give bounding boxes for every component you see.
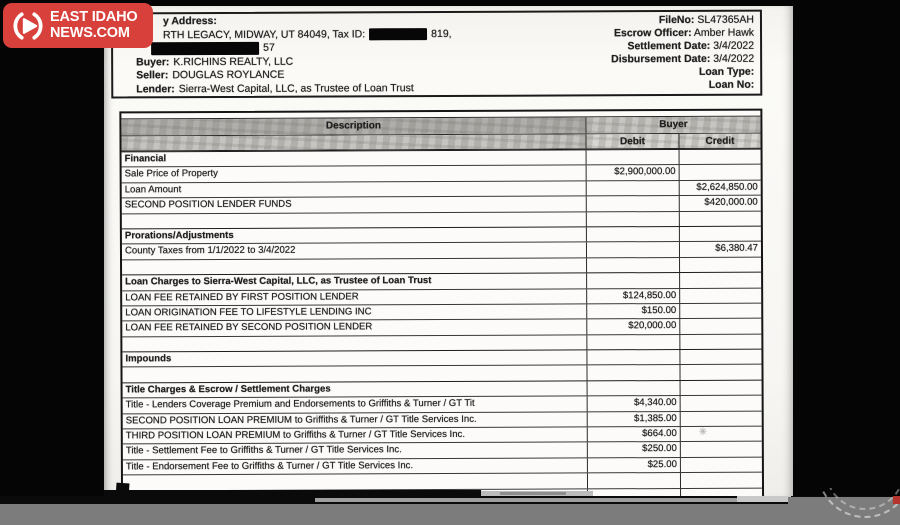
address-line2-tail: 57 [263, 41, 275, 54]
table-row [122, 256, 761, 274]
cell-credit [680, 396, 762, 411]
table-row [123, 395, 762, 413]
cell-debit: $20,000.00 [586, 319, 679, 334]
cell-description: Title - Endorsement Fee to Griffiths & Turner / GT Title Services Inc. [125, 459, 414, 473]
cell-debit [587, 381, 680, 396]
buyer-label: Buyer: [136, 55, 170, 68]
cell-debit: $664.00 [587, 427, 680, 442]
table-row [122, 149, 761, 167]
address-line-text: RTH LEGACY, MIDWAY, UT 84049, Tax ID: [163, 27, 366, 41]
cell-credit [679, 365, 761, 380]
cell-credit [679, 273, 761, 288]
station-watermark [808, 488, 900, 525]
cell-debit [586, 258, 679, 273]
disbursement-date-label: Disbursement Date: [611, 52, 711, 66]
cell-description [123, 474, 587, 490]
lender-line [136, 82, 414, 96]
property-address-label [163, 15, 217, 28]
column-header-debit: Debit [585, 134, 678, 148]
player-bottom-bar [0, 504, 900, 525]
cell-debit [586, 242, 679, 257]
cell-credit [679, 150, 761, 165]
lender-label: Lender: [136, 82, 175, 95]
cell-description: THIRD POSITION LOAN PREMIUM to Griffiths & Turner / GT Title Services Inc. [125, 428, 466, 442]
watermark-red-mark [893, 496, 900, 504]
file-info-block [611, 14, 754, 93]
cell-debit [586, 196, 679, 211]
address-label-text: y Address: [162, 15, 217, 28]
redaction-box [369, 28, 427, 40]
column-group-header-buyer: Buyer [585, 117, 760, 134]
cell-credit: $2,624,850.00 [679, 180, 761, 195]
buyer-value: K.RICHINS REALTY, LLC [173, 55, 294, 68]
cell-credit: $6,380.47 [679, 242, 761, 257]
cell-credit [680, 442, 762, 457]
cell-debit: $250.00 [587, 442, 680, 457]
cell-credit [680, 473, 762, 488]
video-progress-bar[interactable] [315, 498, 737, 502]
video-progress-segment[interactable] [737, 496, 791, 502]
cell-debit [587, 473, 680, 488]
buyer-line [136, 55, 293, 69]
cell-credit [679, 350, 761, 365]
table-row [122, 318, 761, 336]
cell-description: County Taxes from 1/1/2022 to 3/4/2022 [124, 245, 296, 257]
file-no-label: FileNo: [658, 13, 695, 27]
cell-debit: $1,385.00 [587, 412, 680, 427]
cell-description: Sale Price of Property [124, 168, 218, 180]
play-icon [10, 8, 46, 44]
column-header-description: Description [121, 117, 585, 135]
escrow-officer-label: Escrow Officer: [613, 26, 692, 40]
cell-debit [586, 227, 679, 242]
cell-description [122, 366, 586, 382]
eastidahonews-logo [3, 3, 153, 48]
cell-debit: $150.00 [586, 304, 679, 319]
column-header-credit: Credit [678, 134, 760, 148]
property-address-line [163, 27, 452, 41]
cell-description: Financial [124, 153, 167, 165]
loan-type-line [611, 66, 754, 80]
seller-label: Seller: [136, 69, 169, 82]
cell-description: Loan Charges to Sierra-West Capital, LLC, as Trustee of Loan Trust [125, 275, 432, 288]
cell-description: Loan Amount [124, 183, 182, 196]
cell-description: SECOND POSITION LENDER FUNDS [124, 198, 292, 211]
disbursement-date-line [611, 53, 754, 67]
cell-description: LOAN ORIGINATION FEE TO LIFESTYLE LENDING INC [125, 306, 372, 319]
cell-credit [679, 257, 761, 272]
cell-credit [679, 227, 761, 242]
scanned-settlement-statement [104, 6, 793, 497]
cell-debit [586, 335, 679, 350]
cell-description: LOAN FEE RETAINED BY SECOND POSITION LENDER [125, 321, 373, 334]
table-row [122, 349, 761, 367]
table-row [122, 272, 761, 290]
cell-credit [679, 319, 761, 334]
cell-description: LOAN FEE RETAINED BY FIRST POSITION LENDER [125, 290, 359, 303]
table-row [123, 410, 762, 428]
table-row [122, 287, 761, 305]
cell-debit [586, 273, 679, 288]
cell-debit [586, 181, 679, 196]
cell-description: Title - Settlement Fee to Griffiths & Turner / GT Title Services Inc. [125, 444, 402, 457]
table-header-row-1 [121, 117, 760, 136]
cell-credit [680, 380, 762, 395]
file-no-line [611, 14, 754, 28]
table-row [122, 195, 761, 213]
property-address-line2 [151, 42, 275, 56]
cell-credit [679, 304, 761, 319]
cell-debit: $4,340.00 [587, 396, 680, 411]
settlement-date-line [611, 40, 754, 54]
table-row [122, 303, 761, 321]
logo-text [50, 10, 137, 41]
cell-credit [680, 457, 762, 472]
table-row [122, 210, 761, 228]
table-row [123, 441, 762, 459]
document-page [104, 6, 793, 497]
cell-credit [680, 427, 762, 442]
description-header-band [121, 134, 585, 150]
table-row [122, 241, 761, 259]
cell-description [122, 258, 586, 274]
cell-debit [586, 212, 679, 227]
cell-debit: $25.00 [587, 458, 680, 473]
cursor-smudge: ✳ [698, 426, 708, 438]
logo-line-1: EAST IDAHO [50, 9, 138, 25]
settlement-date-label: Settlement Date: [627, 39, 711, 53]
logo-line-2: NEWS.COM [50, 24, 130, 41]
table-row [123, 426, 762, 444]
disbursement-date-value: 3/4/2022 [713, 52, 755, 65]
file-no-value: SL47365AH [697, 13, 754, 26]
redaction-box [151, 42, 259, 55]
cell-description [122, 335, 586, 351]
scan-edge-segment-dark [500, 492, 566, 495]
cell-credit [679, 211, 761, 226]
lender-value: Sierra-West Capital, LLC, as Trustee of Loan Trust [178, 81, 414, 95]
cell-description [122, 212, 586, 228]
seller-value: DOUGLAS ROYLANCE [172, 68, 285, 82]
cell-description: Impounds [125, 353, 172, 365]
cell-credit [680, 411, 762, 426]
loan-type-label: Loan Type: [698, 65, 755, 78]
escrow-officer-value: Amber Hawk [693, 26, 755, 39]
settlement-table [119, 109, 764, 497]
table-row [123, 379, 762, 397]
document-header-box [111, 10, 762, 99]
cell-description: Title Charges & Escrow / Settlement Charges [125, 383, 331, 396]
cell-debit [586, 365, 679, 380]
table-row [122, 364, 761, 382]
table-row [122, 333, 761, 351]
cell-debit: $124,850.00 [586, 289, 679, 304]
loan-no-line [611, 79, 754, 93]
seller-line [136, 69, 284, 83]
cell-credit [679, 165, 761, 180]
cell-description: Title - Lenders Coverage Premium and Endorsements to Griffiths & Turner / GT Tit [125, 398, 475, 411]
table-row [122, 164, 761, 182]
table-body [122, 149, 763, 497]
escrow-officer-line [611, 27, 754, 41]
cell-debit: $2,900,000.00 [586, 165, 679, 180]
cell-description: SECOND POSITION LOAN PREMIUM to Griffiths & Turner / GT Title Services Inc. [125, 413, 477, 427]
cell-description: Prorations/Adjustments [124, 229, 234, 242]
cell-credit [679, 288, 761, 303]
cell-debit [586, 150, 679, 165]
table-row [122, 179, 761, 197]
cell-credit [679, 334, 761, 349]
cell-debit [586, 350, 679, 365]
address-line-tail: 819, [431, 27, 452, 40]
cell-credit: $420,000.00 [679, 196, 761, 211]
table-row [123, 456, 762, 474]
settlement-date-value: 3/4/2022 [713, 39, 755, 52]
loan-no-label: Loan No: [708, 78, 755, 91]
table-row [122, 226, 761, 244]
table-row [123, 472, 762, 490]
